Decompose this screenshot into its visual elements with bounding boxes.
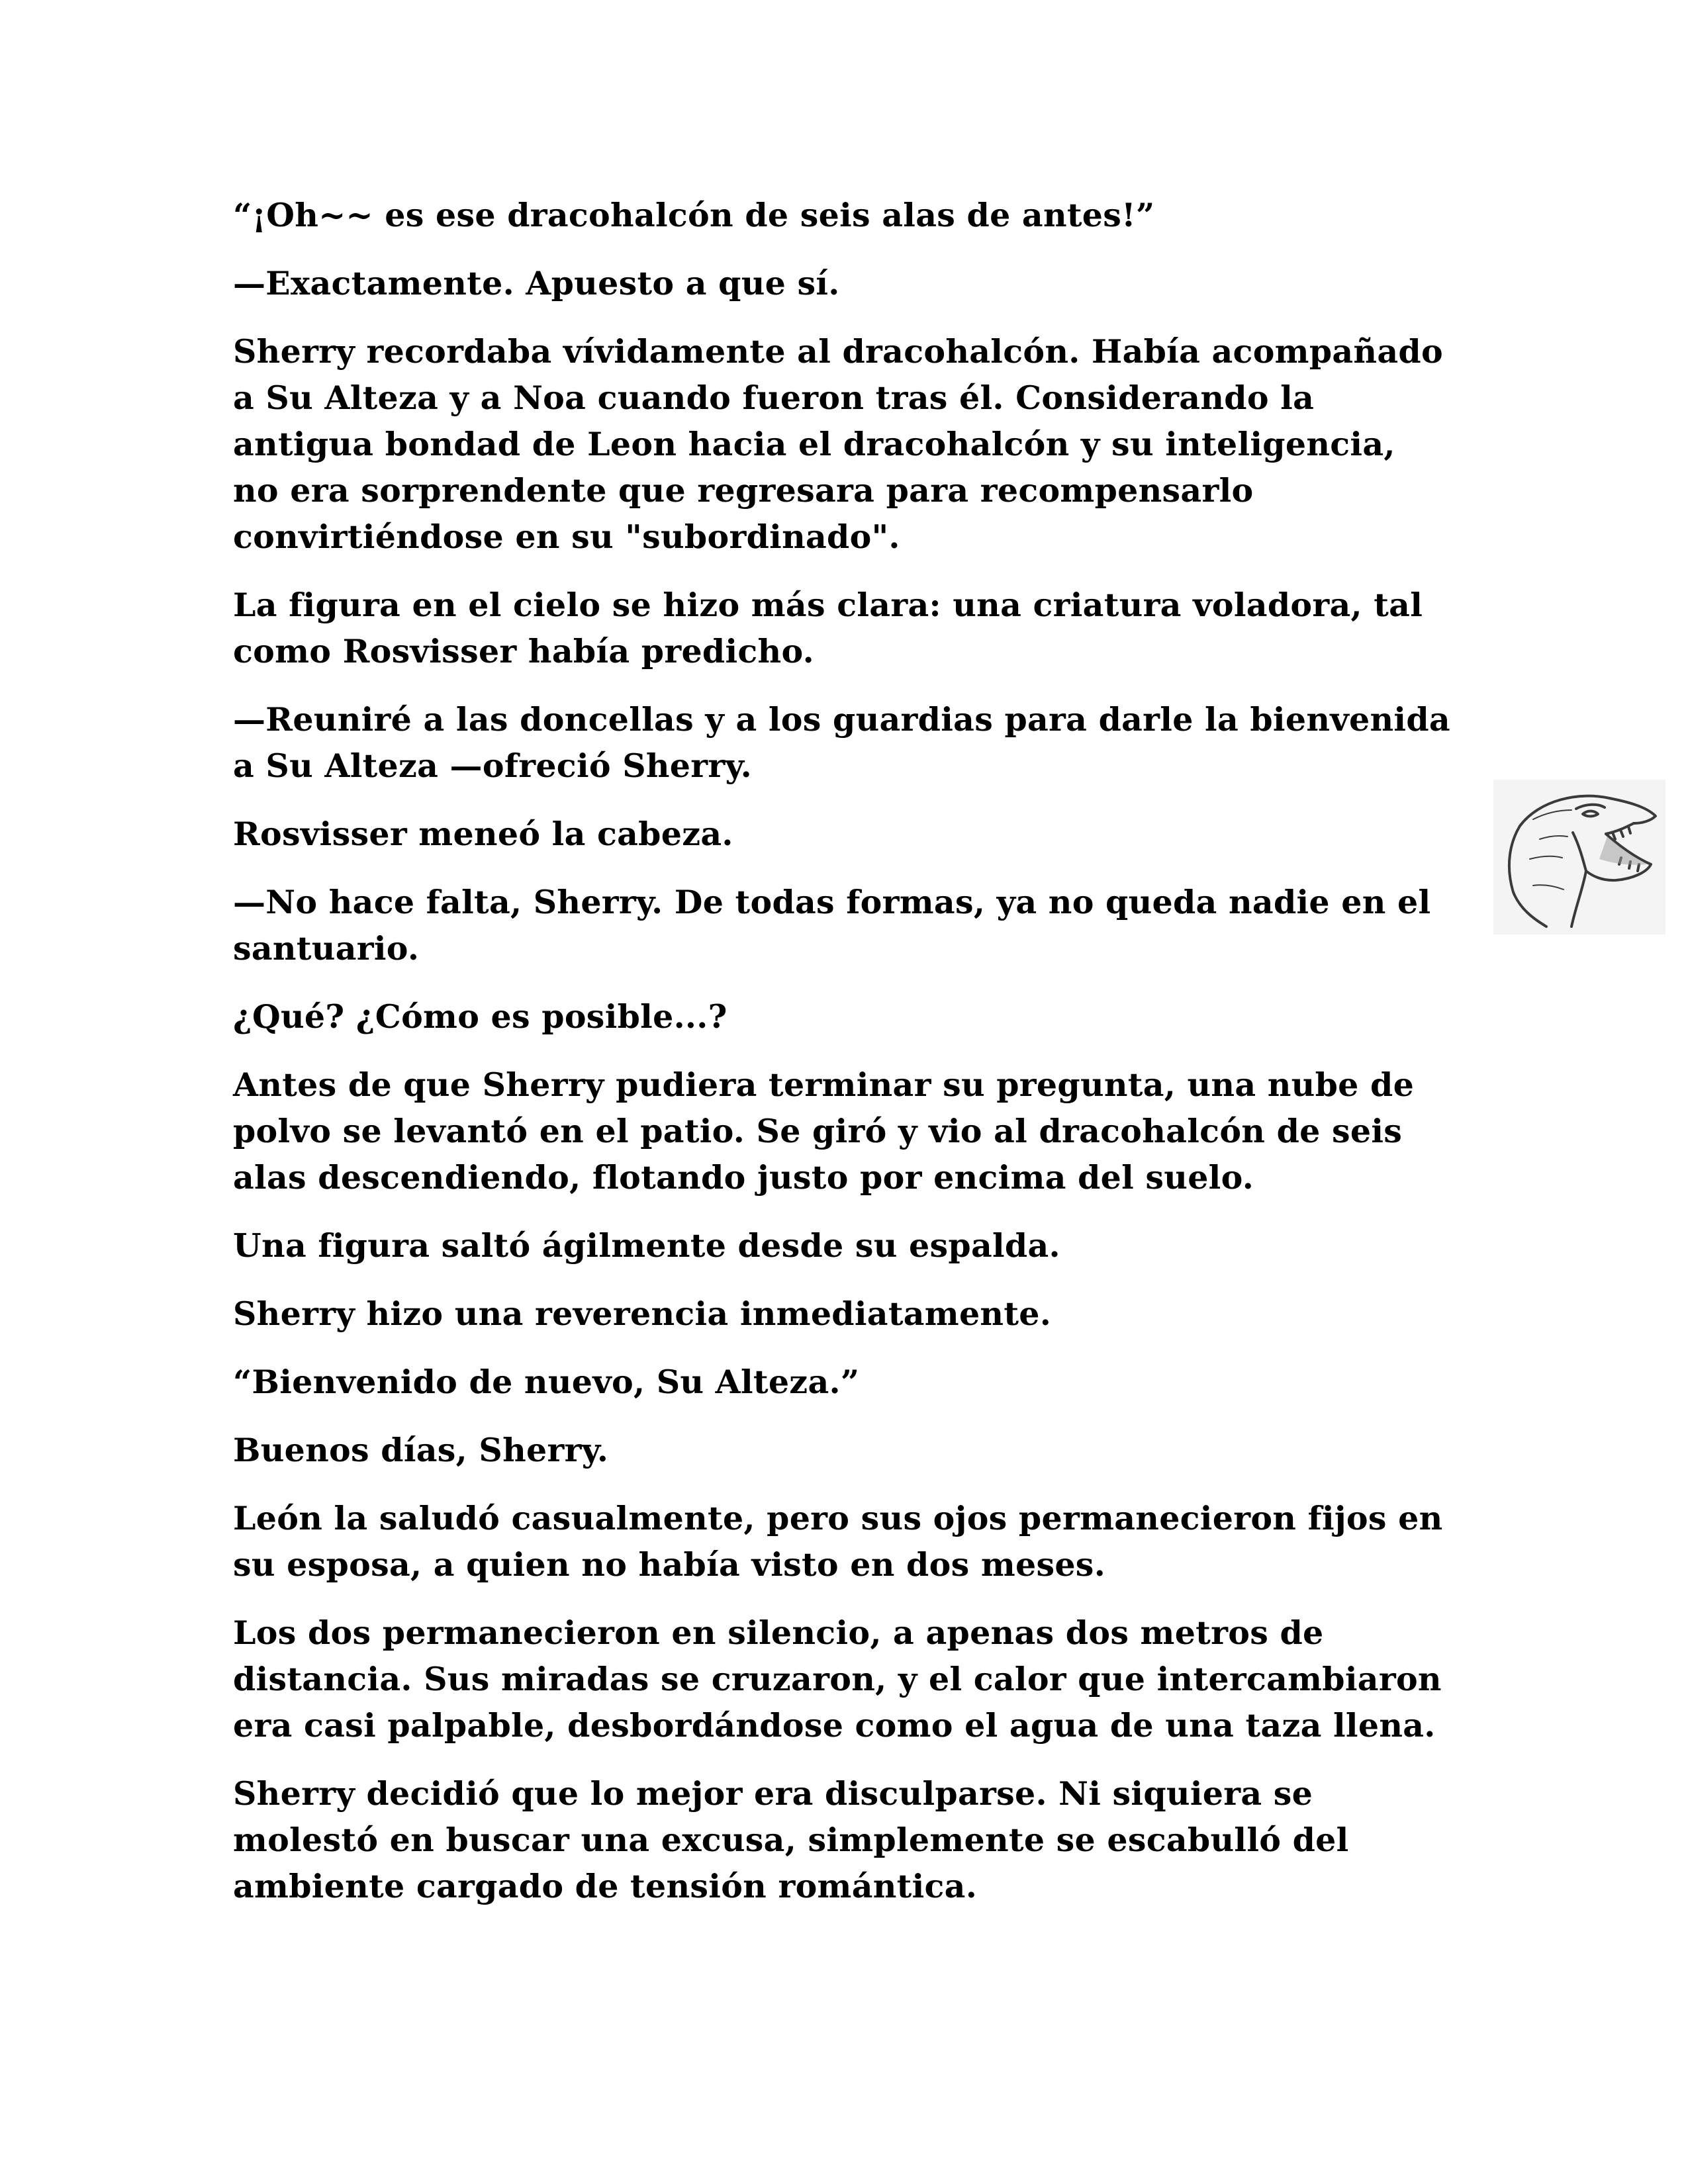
paragraph: “¡Oh~~ es ese dracohalcón de seis alas de antes!” — [233, 196, 1155, 234]
paragraph: Sherry decidió que lo mejor era disculparse. Ni siquiera se molestó en buscar una excusa, simplemente se escabulló del ambiente cargado de tensión romántica. — [233, 1774, 1349, 1905]
paragraph: Sherry recordaba vívidamente al dracohalcón. Había acompañado a Su Alteza y a Noa cuando fueron tras él. Considerando la antigua bondad de Leon hacia el dracohalcón y su inteligencia, no era sorprendente que regresara para recompensarlo convirtiéndose en su "subordinado". — [233, 332, 1443, 556]
paragraph: Una figura saltó ágilmente desde su espalda. — [233, 1226, 1060, 1265]
paragraph: Buenos días, Sherry. — [233, 1431, 609, 1469]
paragraph: Los dos permanecieron en silencio, a apenas dos metros de distancia. Sus miradas se cruzaron, y el calor que intercambiaron era casi palpable, desbordándose como el agua de una taza llena. — [233, 1614, 1442, 1745]
paragraph: León la saludó casualmente, pero sus ojos permanecieron fijos en su esposa, a quien no había visto en dos meses. — [233, 1499, 1443, 1584]
paragraph: ¿Qué? ¿Cómo es posible...? — [233, 997, 727, 1036]
paragraph: —No hace falta, Sherry. De todas formas, ya no queda nadie en el santuario. — [233, 883, 1431, 968]
paragraph: —Reuniré a las doncellas y a los guardias para darle la bienvenida a Su Alteza —ofreció Sherry. — [233, 700, 1450, 785]
dinosaur-head-icon — [1493, 780, 1665, 934]
paragraph: La figura en el cielo se hizo más clara: una criatura voladora, tal como Rosvisser había predicho. — [233, 586, 1423, 670]
text-column — [233, 192, 1451, 1931]
paragraph: —Exactamente. Apuesto a que sí. — [233, 264, 840, 302]
paragraph: “Bienvenido de nuevo, Su Alteza.” — [233, 1363, 860, 1401]
paragraph: Sherry hizo una reverencia inmediatamente. — [233, 1295, 1052, 1333]
paragraph: Antes de que Sherry pudiera terminar su pregunta, una nube de polvo se levantó en el patio. Se giró y vio al dracohalcón de seis alas descendiendo, flotando justo por encima del suelo. — [233, 1066, 1415, 1197]
paragraph: Rosvisser meneó la cabeza. — [233, 815, 733, 853]
